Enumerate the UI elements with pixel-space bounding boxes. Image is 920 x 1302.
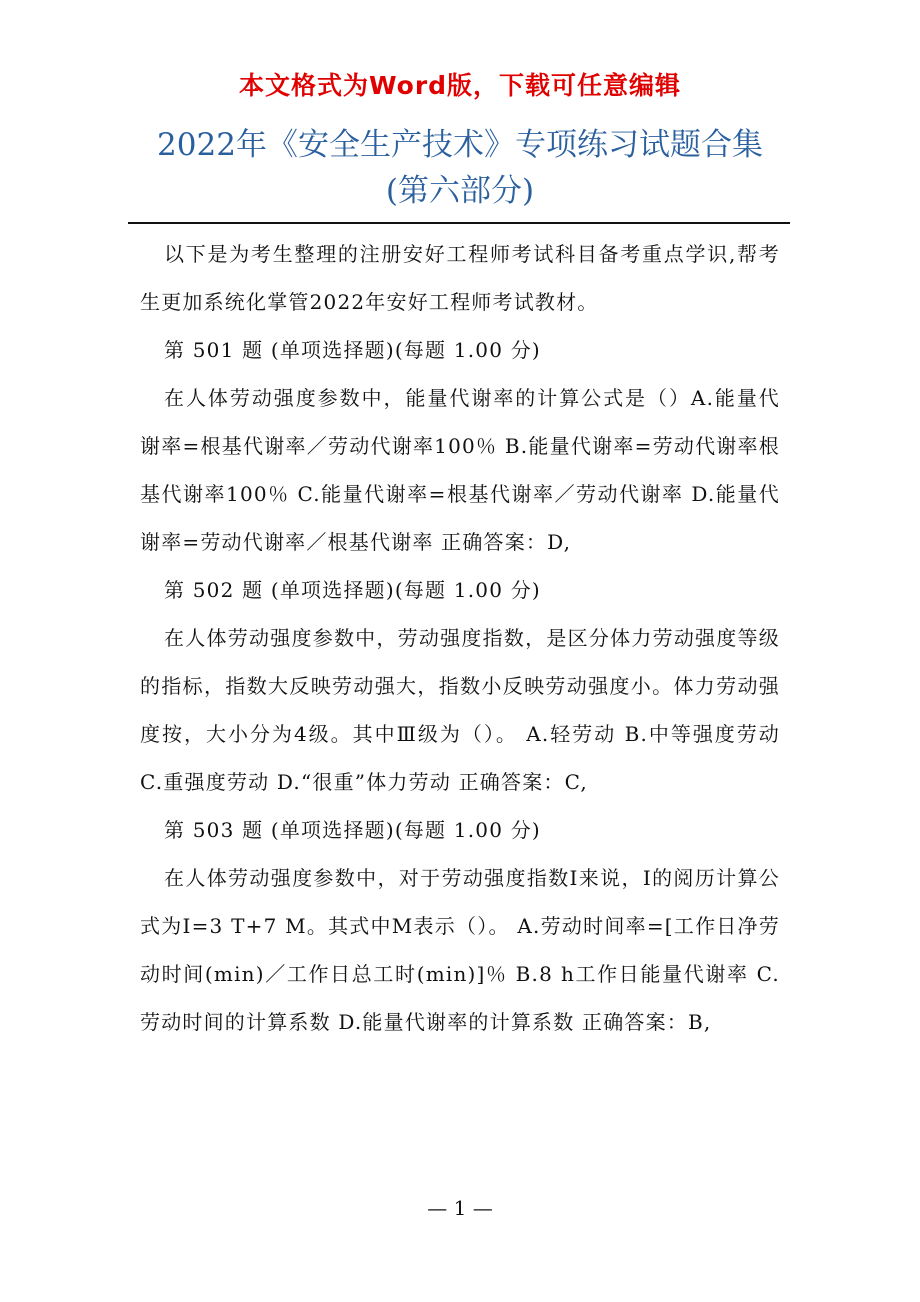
title-line-1: 2022年《安全生产技术》专项练习试题合集 xyxy=(157,127,763,163)
intro-paragraph: 以下是为考生整理的注册安好工程师考试科目备考重点学识,帮考生更加系统化掌管2022年安好工程师考试教材。 xyxy=(140,242,780,314)
question-header-503: 第 503 题 (单项选择题)(每题 1.00 分) xyxy=(164,818,541,842)
title-line-2: (第六部分) xyxy=(385,173,535,209)
question-header-501: 第 501 题 (单项选择题)(每题 1.00 分) xyxy=(164,338,541,362)
document-body xyxy=(140,230,780,1046)
question-body-503: 在人体劳动强度参数中，对于劳动强度指数I来说，I的阅历计算公式为I=3 T+7 M。其式中M表示（）。 A.劳动时间率=[工作日净劳动时间(min)／工作日总工时(min)]％ B.8 h工作日能量代谢率 C.劳动时间的计算系数 D.能量代谢率的计算系数 正确答案：B, xyxy=(140,866,780,1034)
question-body-502: 在人体劳动强度参数中，劳动强度指数，是区分体力劳动强度等级的指标，指数大反映劳动强大，指数小反映劳动强度小。体力劳动强度按，大小分为4级。其中Ⅲ级为（）。 A.轻劳动 B.中等强度劳动 C.重强度劳动 D.“很重”体力劳动 正确答案：C, xyxy=(140,626,780,794)
title-divider xyxy=(128,222,790,224)
page-number: — 1 — xyxy=(427,1196,493,1220)
question-body-501: 在人体劳动强度参数中，能量代谢率的计算公式是（）A.能量代谢率=根基代谢率／劳动代谢率100％ B.能量代谢率=劳动代谢率根基代谢率100％ C.能量代谢率=根基代谢率／劳动代谢率 D.能量代谢率=劳动代谢率／根基代谢率 正确答案：D, xyxy=(140,386,780,554)
document-title xyxy=(0,122,920,214)
download-banner: 本文格式为Word版，下载可任意编辑 xyxy=(238,71,682,100)
question-header-502: 第 502 题 (单项选择题)(每题 1.00 分) xyxy=(164,578,541,602)
